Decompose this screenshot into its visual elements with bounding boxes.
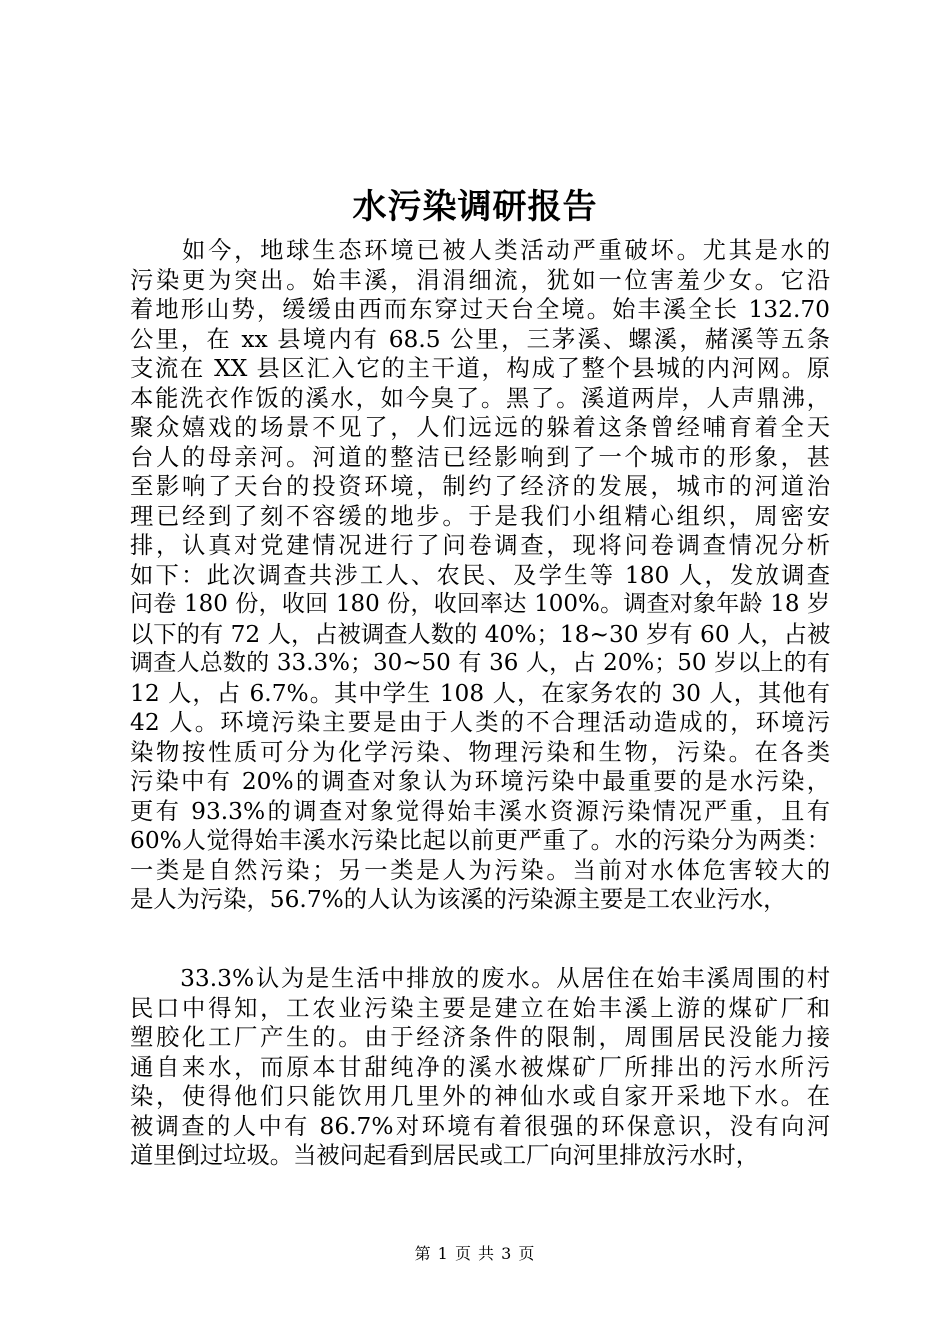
paragraph-line: 着地形山势，缓缓由西而东穿过天台全境。始丰溪全长 132.70 — [130, 296, 830, 323]
paragraph-line: 污染更为突出。始丰溪，涓涓细流，犹如一位害羞少女。它沿 — [130, 266, 830, 294]
paragraph-line: 染，使得他们只能饮用几里外的神仙水或自家开采地下水。在 — [130, 1083, 830, 1110]
paragraph-line: 如下：此次调查共涉工人、农民、及学生等 180 人，发放调查 — [130, 561, 830, 589]
paragraph-line: 通自来水，而原本甘甜纯净的溪水被煤矿厂所排出的污水所污 — [130, 1053, 830, 1081]
paragraph-line: 调查人总数的 33.3%；30~50 有 36 人，占 20%；50 岁以上的有 — [130, 650, 830, 676]
paragraph-line: 12 人，占 6.7%。其中学生 108 人，在家务农的 30 人，其他有 — [130, 679, 830, 707]
paragraph-line: 本能洗衣作饭的溪水，如今臭了。黑了。溪道两岸，人声鼎沸， — [130, 384, 830, 412]
paragraph-line: 至影响了天台的投资环境，制约了经济的发展，城市的河道治 — [130, 473, 830, 500]
paragraph-line: 聚众嬉戏的场景不见了，人们远远的躲着这条曾经哺育着全天 — [130, 414, 830, 441]
paragraph-line: 理已经到了刻不容缓的地步。于是我们小组精心组织，周密安 — [130, 502, 830, 530]
paragraph-line: 民口中得知，工农业污染主要是建立在始丰溪上游的煤矿厂和 — [130, 994, 830, 1022]
paragraph-line: 塑胶化工厂产生的。由于经济条件的限制，周围居民没能力接 — [130, 1024, 830, 1051]
paragraph-line: 染物按性质可分为化学污染、物理污染和生物，污染。在各类 — [130, 738, 830, 766]
paragraph-2 — [130, 964, 830, 1171]
paragraph-line: 更有 93.3%的调查对象觉得始丰溪水资源污染情况严重，且有 — [130, 797, 830, 825]
paragraph-line: 42 人。环境污染主要是由于人类的不合理活动造成的，环境污 — [130, 709, 830, 736]
paragraph-line: 道里倒过垃圾。当被问起看到居民或工厂向河里排放污水时， — [130, 1142, 760, 1169]
paragraph-line: 污染中有 20%的调查对象认为环境污染中最重要的是水污染， — [130, 768, 830, 795]
paragraph-line: 如今，地球生态环境已被人类活动严重破坏。尤其是水的 — [130, 237, 830, 264]
paragraph-line: 60%人觉得始丰溪水污染比起以前更严重了。水的污染分为两类： — [130, 827, 830, 854]
paragraph-line: 以下的有 72 人，占被调查人数的 40%；18~30 岁有 60 人，占被 — [130, 620, 830, 648]
paragraph-line: 台人的母亲河。河道的整洁已经影响到了一个城市的形象，甚 — [130, 443, 830, 471]
paragraph-line: 是人为污染，56.7%的人认为该溪的污染源主要是工农业污水， — [130, 886, 787, 913]
paragraph-line: 一类是自然污染；另一类是人为污染。当前对水体危害较大的 — [130, 856, 830, 884]
paragraph-line: 问卷 180 份，收回 180 份，收回率达 100%。调查对象年龄 18 岁 — [130, 591, 830, 617]
paragraph-1 — [130, 236, 830, 915]
paragraph-line: 公里，在 xx 县境内有 68.5 公里，三茅溪、螺溪，赭溪等五条 — [130, 325, 830, 353]
paragraph-line: 支流在 XX 县区汇入它的主干道，构成了整个县城的内河网。原 — [130, 355, 830, 382]
paragraph-line: 33.3%认为是生活中排放的废水。从居住在始丰溪周围的村 — [130, 965, 830, 992]
document-title: 水污染调研报告 — [352, 187, 598, 227]
paragraph-line: 排，认真对党建情况进行了问卷调查，现将问卷调查情况分析 — [130, 532, 830, 559]
paragraph-line: 被调查的人中有 86.7%对环境有着很强的环保意识，没有向河 — [130, 1112, 830, 1140]
page-number-footer: 第 1 页 共 3 页 — [414, 1244, 536, 1263]
